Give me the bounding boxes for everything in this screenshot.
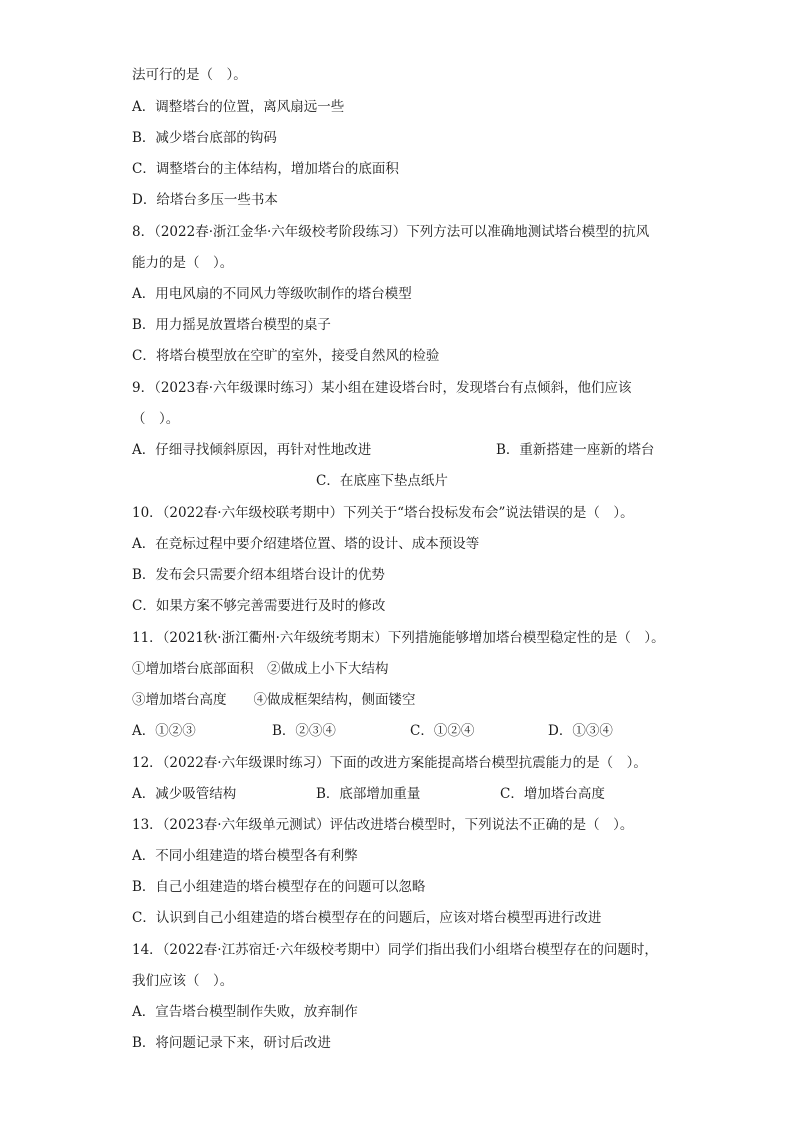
q9-stem: 9．（2023春·六年级课时练习）某小组在建设塔台时，发现塔台有点倾斜，他们应该 (132, 380, 632, 396)
q14-option-b: B．将问题记录下来，研讨后改进 (132, 1035, 331, 1051)
q11-option-c: C．①②④ (410, 723, 475, 739)
q8-option-c: C．将塔台模型放在空旷的室外，接受自然风的检验 (132, 348, 440, 364)
q14-stem: 14．（2022春·江苏宿迁·六年级校考期中）同学们指出我们小组塔台模型存在的问题时， (132, 942, 658, 958)
q8-option-a: A．用电风扇的不同风力等级吹制作的塔台模型 (132, 286, 412, 302)
q11-items-1: ①增加塔台底部面积 ②做成上小下大结构 (132, 661, 389, 677)
q13-option-b: B．自己小组建造的塔台模型存在的问题可以忽略 (132, 879, 426, 895)
q11-option-a: A．①②③ (132, 723, 196, 739)
q11-option-d: D．①③④ (548, 723, 613, 739)
q7-option-d: D．给塔台多压一些书本 (132, 192, 278, 208)
q9-option-b: B．重新搭建一座新的塔台 (496, 442, 655, 458)
q13-stem: 13．（2023春·六年级单元测试）评估改进塔台模型时，下列说法不正确的是（ ）。 (132, 817, 634, 833)
q11-items-2: ③增加塔台高度 ④做成框架结构，侧面镂空 (132, 692, 416, 708)
q13-option-a: A．不同小组建造的塔台模型各有利弊 (132, 848, 358, 864)
q8-stem-cont: 能力的是（ ）。 (132, 255, 234, 271)
q12-stem: 12．（2022春·六年级课时练习）下面的改进方案能提高塔台模型抗震能力的是（ ）。 (132, 755, 647, 771)
q11-option-b: B．②③④ (272, 723, 336, 739)
q9-option-a: A．仔细寻找倾斜原因，再针对性地改进 (132, 442, 372, 458)
q10-option-c: C．如果方案不够完善需要进行及时的修改 (132, 598, 386, 614)
q7-stem-tail: 法可行的是（ ）。 (132, 67, 247, 83)
q14-option-a: A．宣告塔台模型制作失败，放弃制作 (132, 1004, 358, 1020)
q12-option-c: C．增加塔台高度 (500, 786, 605, 802)
q10-option-a: A．在竞标过程中要介绍建塔位置、塔的设计、成本预设等 (132, 536, 480, 552)
q10-option-b: B．发布会只需要介绍本组塔台设计的优势 (132, 567, 385, 583)
q9-option-c: C．在底座下垫点纸片 (316, 473, 448, 489)
q10-stem: 10．（2022春·六年级校联考期中）下列关于“塔台投标发布会”说法错误的是（ ）。 (132, 505, 634, 521)
q8-option-b: B．用力摇晃放置塔台模型的桌子 (132, 317, 331, 333)
q12-option-a: A．减少吸管结构 (132, 786, 237, 802)
q8-stem: 8．（2022春·浙江金华·六年级校考阶段练习）下列方法可以准确地测试塔台模型的抗风 (132, 224, 650, 240)
q7-option-b: B．减少塔台底部的钩码 (132, 130, 277, 146)
q14-stem-cont: 我们应该（ ）。 (132, 973, 234, 989)
q7-option-a: A．调整塔台的位置，离风扇远一些 (132, 99, 345, 115)
q12-option-b: B．底部增加重量 (316, 786, 421, 802)
q13-option-c: C．认识到自己小组建造的塔台模型存在的问题后，应该对塔台模型再进行改进 (132, 910, 602, 926)
q7-option-c: C．调整塔台的主体结构，增加塔台的底面积 (132, 161, 399, 177)
q9-stem-cont: （ ）。 (132, 411, 180, 427)
q11-stem: 11．（2021秋·浙江衢州·六年级统考期末）下列措施能够增加塔台模型稳定性的是（ ）。 (132, 630, 665, 646)
